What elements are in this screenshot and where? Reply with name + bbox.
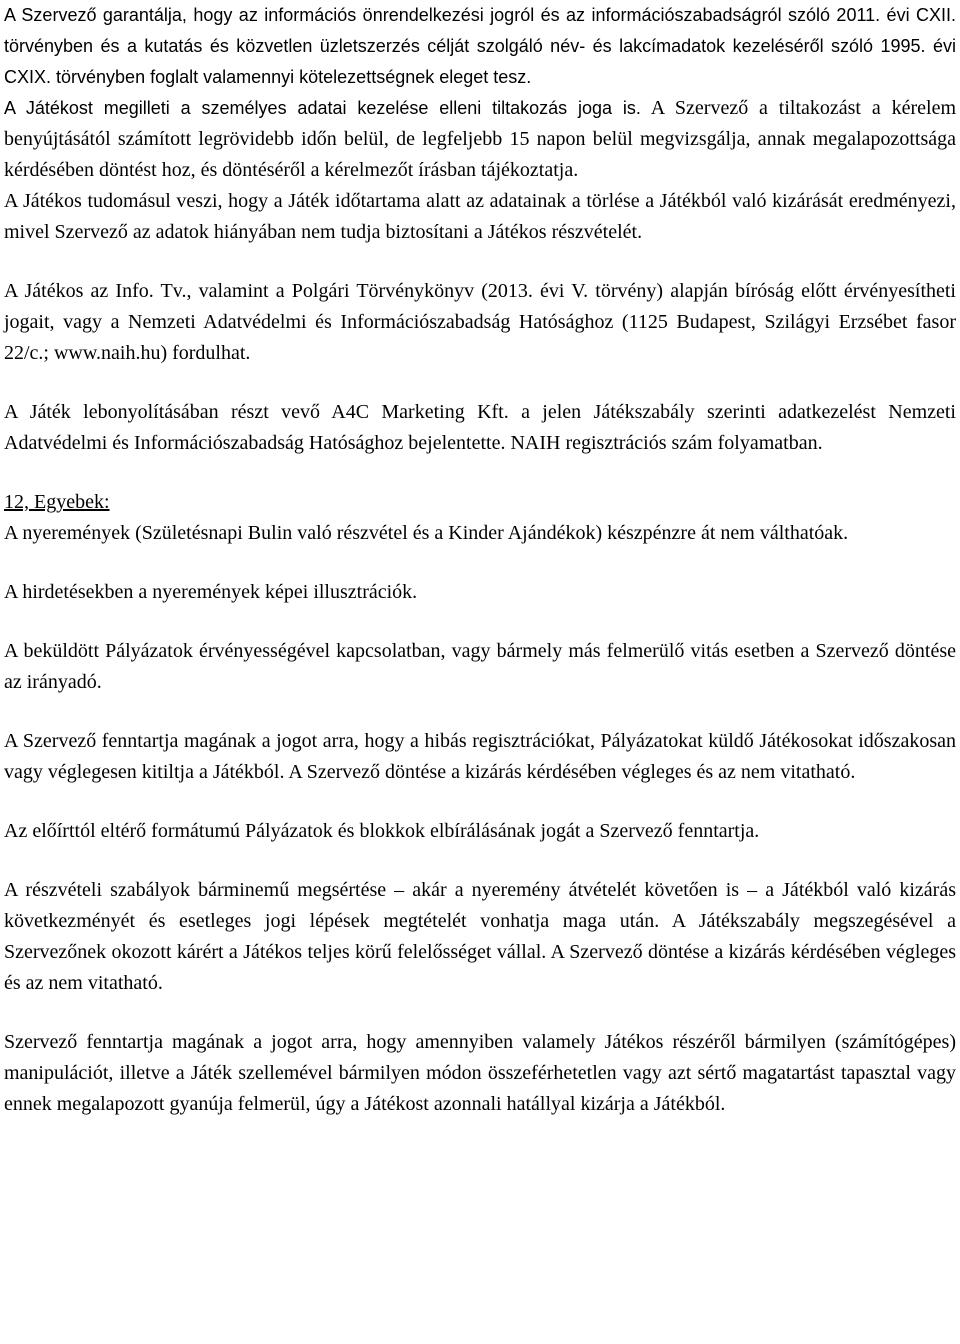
paragraph-legal-remedies: A Játékos az Info. Tv., valamint a Polgári Törvénykönyv (2013. évi V. törvény) alapján bíróság előtt érvényesítheti jogait, vagy a Nemzeti Adatvédelmi és Információszabadság Hatósághoz (1125 Budapest, Szilágyi Erzsébet fasor 22/c.; www.naih.hu) fordulhat. [4, 280, 956, 364]
paragraph-manipulation: Szervező fenntartja magának a jogot arra, hogy amennyiben valamely Játékos részéről bármilyen (számítógépes) manipulációt, illetve a Játék szellemével bármilyen módon összeférhetetlen vagy azt sértő magatartást tapasztal vagy ennek megalapozott gyanúja felmerül, úgy a Játékost azonnali hatállyal kizárja a Játékból. [4, 1031, 956, 1115]
objection-right-details: A Szervező a tiltakozást a kérelem benyújtásától számított legrövidebb időn belül, de legfeljebb 15 napon belül megvizsgálja, annak megalapozottsága kérdésében döntést hoz, és döntéséről a kérelmezőt írásban tájékoztatja. [4, 97, 956, 181]
paragraph-naih-registration: A Játék lebonyolításában részt vevő A4C Marketing Kft. a jelen Játékszabály szerinti adatkezelést Nemzeti Adatvédelmi és Információszabadság Hatósághoz bejelentette. NAIH regisztrációs szám folyamatban. [4, 401, 956, 454]
paragraph-rule-violations: A részvételi szabályok bárminemű megsértése – akár a nyeremény átvételét követően is – a Játékból való kizárás következményét és esetleges jogi lépések megtételét vonhatja maga után. A Játékszabály megszegésével a Szervezőnek okozott kárért a Játékos teljes körű felelősséget vállal. A Szervező döntése a kizárás kérdésében végleges és az nem vitatható. [4, 879, 956, 994]
paragraph-organizer-decision: A beküldött Pályázatok érvényességével kapcsolatban, vagy bármely más felmerülő vitás esetben a Szervező döntése az irányadó. [4, 640, 956, 693]
paragraph-exclusion-right: A Szervező fenntartja magának a jogot arra, hogy a hibás regisztrációkat, Pályázatokat küldő Játékosokat időszakosan vagy véglegesen kitiltja a Játékból. A Szervező döntése a kizárás kérdésében végleges és az nem vitatható. [4, 730, 956, 783]
objection-right-intro: A Játékost megilleti a személyes adatai kezelése elleni tiltakozás joga is. [4, 98, 641, 118]
paragraph-prizes-not-cash: A nyeremények (Születésnapi Bulin való részvétel és a Kinder Ajándékok) készpénzre át nem válthatóak. [4, 522, 849, 544]
document-page [4, 0, 956, 1120]
paragraph-objection-right [4, 93, 956, 186]
paragraph-format-judgement: Az előírttól eltérő formátumú Pályázatok és blokkok elbírálásának jogát a Szervező fenntartja. [4, 820, 760, 842]
section-heading-other: 12, Egyebek: [4, 491, 110, 513]
paragraph-data-protection-guarantee: A Szervező garantálja, hogy az információs önrendelkezési jogról és az információszabadságról szóló 2011. évi CXII. törvényben és a kutatás és közvetlen üzletszerzés célját szolgáló név- és lakcímadatok kezeléséről szóló 1995. évi CXIX. törvényben foglalt valamennyi kötelezettségnek eleget tesz. [4, 5, 956, 87]
paragraph-illustrations: A hirdetésekben a nyeremények képei illusztrációk. [4, 581, 418, 603]
paragraph-data-deletion: A Játékos tudomásul veszi, hogy a Játék időtartama alatt az adatainak a törlése a Játékból való kizárását eredményezi, mivel Szervező az adatok hiányában nem tudja biztosítani a Játékos részvételét. [4, 190, 956, 243]
